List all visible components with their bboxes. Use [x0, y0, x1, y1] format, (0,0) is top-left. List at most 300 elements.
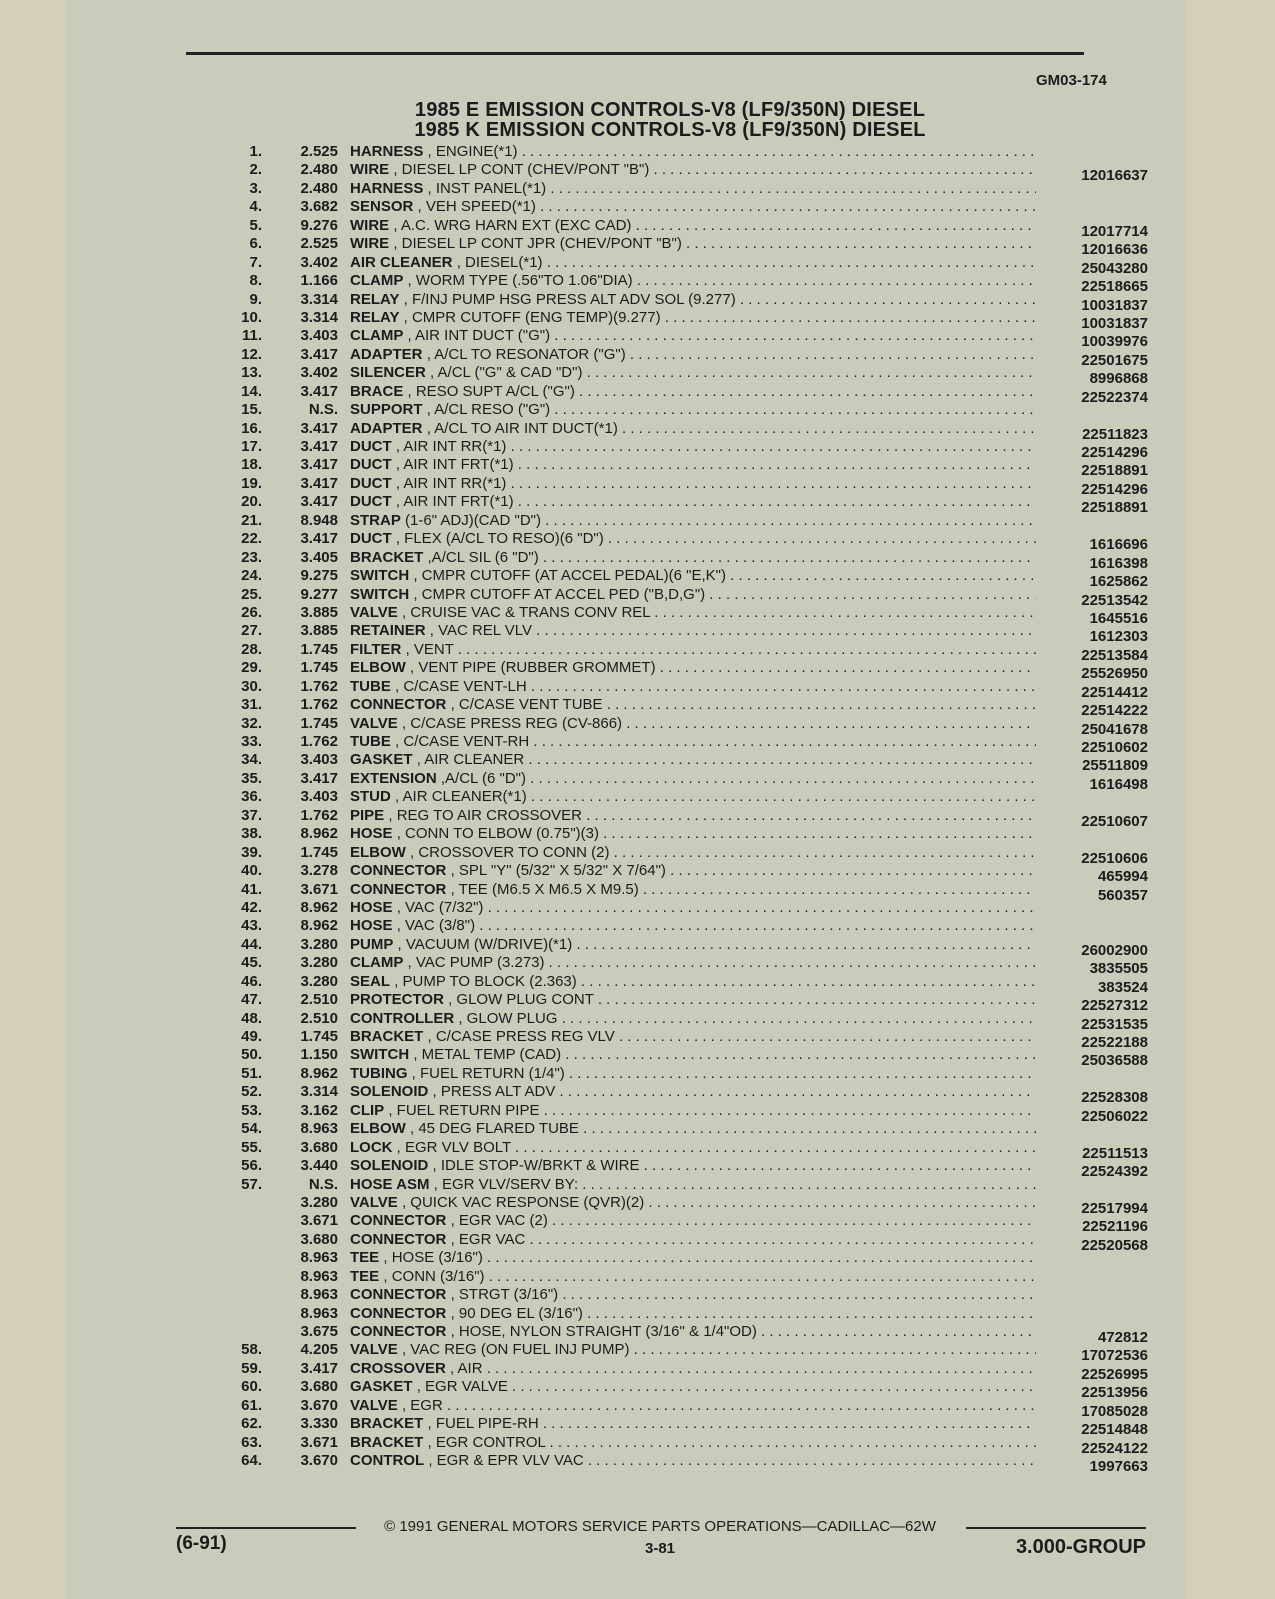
part-number: 22531535 — [1081, 1015, 1148, 1033]
part-number: 12017714 — [1081, 222, 1148, 240]
item-number: 39. — [241, 843, 262, 861]
item-number: 19. — [241, 474, 262, 492]
item-name: HOSE — [350, 898, 393, 916]
group-number: 2.525 — [300, 235, 338, 253]
group-number: 3.280 — [300, 954, 338, 972]
list-item — [200, 216, 1160, 240]
group-number: 1.166 — [300, 272, 338, 290]
item-name: RELAY — [350, 290, 400, 308]
part-number: 22513542 — [1081, 591, 1148, 609]
part-number: 22518665 — [1081, 278, 1148, 296]
item-detail: , CMPR CUTOFF (AT ACCEL PEDAL)(6 "E,K") — [413, 567, 726, 585]
item-detail: , AIR CLEANER — [416, 751, 525, 769]
list-item — [200, 272, 1160, 296]
item-name: SOLENOID — [350, 1157, 429, 1175]
item-number: 32. — [241, 714, 262, 732]
group-number: 8.963 — [300, 1249, 338, 1267]
item-detail: , EGR & EPR VLV VAC — [428, 1452, 584, 1470]
group-number: 3.417 — [300, 493, 338, 511]
catalog-code: GM03-174 — [1036, 72, 1107, 89]
group-number: 2.480 — [300, 179, 338, 197]
item-number: 7. — [249, 253, 262, 271]
list-item — [200, 733, 1160, 756]
item-detail: , AIR INT DUCT ("G") — [407, 327, 551, 345]
item-name: PIPE — [350, 806, 385, 824]
item-description — [350, 1139, 1036, 1157]
group-number: 3.417 — [300, 456, 338, 474]
item-name: DUCT — [350, 530, 392, 548]
list-item — [200, 751, 1160, 775]
item-detail: , AIR INT FRT(*1) — [395, 493, 514, 511]
group-number: 3.680 — [300, 1230, 338, 1248]
item-detail: , F/INJ PUMP HSG PRESS ALT ADV SOL (9.277) — [403, 290, 736, 308]
list-item — [200, 1341, 1160, 1365]
item-number: 30. — [241, 677, 262, 695]
item-detail: , A.C. WRG HARN EXT (EXC CAD) — [393, 216, 632, 234]
item-detail: , VENT — [405, 640, 454, 658]
item-description — [350, 143, 1036, 161]
part-number: 26002900 — [1081, 941, 1148, 959]
item-detail: , C/CASE VENT TUBE — [450, 696, 603, 714]
copyright-notice: © 1991 GENERAL MOTORS SERVICE PARTS OPERATIONS—CADILLAC—62W — [384, 1518, 936, 1535]
list-item — [200, 382, 1160, 406]
list-item — [200, 253, 1160, 277]
list-item — [200, 180, 1160, 198]
item-name: ELBOW — [350, 659, 406, 677]
item-description — [350, 309, 1036, 327]
item-description — [350, 1176, 1036, 1194]
list-item — [200, 419, 1160, 443]
item-description — [350, 1378, 1036, 1396]
top-rule — [186, 52, 1084, 55]
list-item — [200, 1249, 1160, 1267]
group-number: 3.314 — [300, 290, 338, 308]
item-description — [350, 549, 1036, 567]
group-number: 3.280 — [300, 1193, 338, 1211]
item-description — [350, 1194, 1036, 1212]
item-description — [350, 1212, 1036, 1230]
item-description — [350, 327, 1036, 345]
item-detail: , PRESS ALT ADV — [432, 1083, 556, 1101]
list-item — [200, 548, 1160, 572]
list-item — [200, 1157, 1160, 1181]
part-number: 1616498 — [1089, 775, 1148, 793]
item-number: 13. — [241, 364, 262, 382]
part-number: 1616696 — [1089, 536, 1148, 554]
part-number: 22518891 — [1081, 499, 1148, 517]
item-number: 17. — [241, 438, 262, 455]
item-detail: , EGR — [401, 1396, 443, 1414]
item-description — [350, 881, 1036, 899]
item-description — [350, 807, 1036, 825]
group-number: 8.962 — [300, 917, 338, 935]
item-detail: , EGR VAC — [450, 1230, 526, 1248]
group-number: 3.402 — [300, 253, 338, 271]
item-name: CONNECTOR — [350, 880, 447, 898]
group-number: 3.671 — [300, 880, 338, 898]
list-item — [200, 1359, 1160, 1383]
item-name: BRACE — [350, 382, 404, 400]
item-name: RETAINER — [350, 622, 426, 640]
group-number: 3.417 — [300, 474, 338, 492]
item-detail: , VENT PIPE (RUBBER GROMMET) — [410, 659, 656, 677]
item-name: HOSE — [350, 825, 393, 843]
group-number: 2.480 — [300, 161, 338, 179]
page-number: 3-81 — [644, 1540, 676, 1557]
group-number: 3.403 — [300, 327, 338, 345]
list-item — [200, 1212, 1160, 1236]
part-number: 12016637 — [1081, 167, 1148, 185]
list-item — [200, 143, 1160, 161]
item-name: CONTROL — [350, 1452, 425, 1470]
item-name: VALVE — [350, 1396, 398, 1414]
group-number: 3.670 — [300, 1452, 338, 1470]
item-number: 63. — [241, 1433, 262, 1451]
item-number: 25. — [241, 585, 262, 603]
item-number: 49. — [241, 1028, 262, 1045]
item-number: 29. — [241, 659, 262, 677]
item-name: TUBING — [350, 1064, 408, 1082]
item-description — [350, 899, 1036, 917]
footer-rule-right — [966, 1527, 1146, 1529]
item-name: BRACKET — [350, 1028, 424, 1045]
item-number: 14. — [241, 382, 262, 400]
item-name: TUBE — [350, 733, 391, 750]
group-number: 3.671 — [300, 1212, 338, 1230]
item-description — [350, 715, 1036, 733]
item-description — [350, 936, 1036, 954]
group-number: 3.162 — [300, 1101, 338, 1119]
list-item — [200, 308, 1160, 332]
part-number: 17085028 — [1081, 1402, 1148, 1420]
item-number: 36. — [241, 788, 262, 806]
list-item — [200, 1415, 1160, 1439]
item-detail: , VAC REG (ON FUEL INJ PUMP) — [401, 1341, 630, 1359]
item-name: GASKET — [350, 1378, 413, 1396]
group-number: 8.963 — [300, 1286, 338, 1304]
group-number: 3.885 — [300, 622, 338, 640]
item-number: 53. — [241, 1101, 262, 1119]
item-detail: , FLEX (A/CL TO RESO)(6 "D") — [395, 530, 604, 548]
item-number: 46. — [241, 972, 262, 990]
group-number: 1.745 — [300, 843, 338, 861]
item-number: 54. — [241, 1120, 262, 1138]
item-detail: , VAC (3/8") — [396, 917, 476, 935]
part-number: 22511823 — [1082, 425, 1148, 443]
item-detail: , PUMP TO BLOCK (2.363) — [394, 972, 577, 990]
part-number: 25041678 — [1081, 720, 1148, 738]
item-name: WIRE — [350, 216, 390, 234]
item-name: TEE — [350, 1249, 380, 1267]
part-number: 22518891 — [1081, 462, 1148, 480]
item-number: 28. — [241, 640, 262, 658]
item-number: 56. — [241, 1157, 262, 1175]
item-description — [350, 346, 1036, 364]
item-description — [350, 1120, 1036, 1138]
item-number: 47. — [241, 991, 262, 1009]
list-item — [200, 972, 1160, 996]
list-item — [200, 567, 1160, 591]
item-number: 60. — [241, 1378, 262, 1396]
item-description — [350, 456, 1036, 474]
footer-rule-left — [176, 1527, 356, 1529]
item-number: 31. — [241, 696, 262, 714]
item-number: 64. — [241, 1452, 262, 1470]
item-detail: , CMPR CUTOFF AT ACCEL PED ("B,D,G") — [413, 585, 706, 603]
item-number: 55. — [241, 1138, 262, 1156]
page-title — [320, 100, 1020, 140]
list-item — [200, 1396, 1160, 1420]
item-detail: , A/CL RESO ("G") — [426, 401, 551, 419]
list-item — [200, 235, 1160, 259]
item-description — [350, 1268, 1036, 1286]
part-number: 3835505 — [1089, 960, 1148, 978]
item-description — [350, 364, 1036, 382]
part-number: 25526950 — [1081, 665, 1148, 683]
item-number: 51. — [241, 1064, 262, 1082]
group-number: 3.417 — [300, 530, 338, 548]
item-description — [350, 751, 1036, 769]
item-description — [350, 622, 1036, 640]
item-number: 16. — [241, 419, 262, 437]
item-description — [350, 1452, 1036, 1470]
item-detail: , HOSE (3/16") — [383, 1249, 483, 1267]
list-item — [200, 1286, 1160, 1304]
item-number: 27. — [241, 622, 262, 640]
item-description — [350, 604, 1036, 622]
item-detail: , INST PANEL(*1) — [427, 179, 547, 197]
item-description — [350, 1046, 1036, 1064]
item-description — [350, 696, 1036, 714]
list-item — [200, 1009, 1160, 1033]
group-number: 9.276 — [300, 216, 338, 234]
item-number: 45. — [241, 954, 262, 972]
item-name: CONTROLLER — [350, 1009, 455, 1027]
item-name: EXTENSION — [350, 769, 437, 787]
item-number: 11. — [241, 327, 262, 345]
list-item — [200, 659, 1160, 683]
part-number: 22526995 — [1081, 1365, 1148, 1383]
group-number: 3.278 — [300, 862, 338, 880]
group-label: 3.000-GROUP — [1015, 1536, 1146, 1558]
item-detail: , C/CASE VENT-RH — [395, 733, 530, 750]
part-number: 465994 — [1097, 868, 1148, 886]
list-item — [200, 843, 1160, 867]
part-number: 22521196 — [1082, 1218, 1148, 1236]
part-number: 17072536 — [1081, 1347, 1148, 1365]
item-description — [350, 991, 1036, 1009]
group-number: 3.417 — [300, 769, 338, 787]
group-number: 8.962 — [300, 898, 338, 916]
group-number: 9.275 — [300, 567, 338, 585]
part-number: 22513956 — [1081, 1384, 1148, 1402]
item-name: TUBE — [350, 677, 391, 695]
list-item — [200, 1378, 1160, 1402]
item-name: SWITCH — [350, 567, 410, 585]
part-number: 22501675 — [1081, 351, 1148, 369]
group-number: 1.745 — [300, 659, 338, 677]
item-description — [350, 530, 1036, 548]
list-item — [200, 917, 1160, 935]
item-name: AIR CLEANER — [350, 253, 453, 271]
item-description — [350, 1083, 1036, 1101]
list-item — [200, 1323, 1160, 1346]
list-item — [200, 1083, 1160, 1107]
group-number: 3.314 — [300, 308, 338, 326]
list-item — [200, 512, 1160, 530]
item-number: 18. — [241, 456, 262, 474]
item-name: STUD — [350, 788, 391, 806]
item-name: DUCT — [350, 456, 392, 474]
group-number: 1.762 — [300, 696, 338, 714]
item-detail: , A/CL TO RESONATOR ("G") — [426, 345, 626, 363]
item-description — [350, 272, 1036, 290]
part-number: 22511513 — [1082, 1144, 1148, 1162]
group-number: 3.440 — [300, 1157, 338, 1175]
list-item — [200, 474, 1160, 498]
item-description — [350, 401, 1036, 419]
item-detail: , 90 DEG EL (3/16") — [450, 1304, 583, 1322]
item-number: 4. — [249, 198, 262, 216]
item-description — [350, 493, 1036, 511]
list-item — [200, 1028, 1160, 1051]
group-number: 8.963 — [300, 1120, 338, 1138]
group-number: 3.405 — [300, 548, 338, 566]
item-detail: , EGR VALVE — [416, 1378, 508, 1396]
item-description — [350, 862, 1036, 880]
item-description — [350, 180, 1036, 198]
part-number: 22527312 — [1081, 997, 1148, 1015]
item-description — [350, 161, 1036, 179]
item-detail: , C/CASE PRESS REG VLV — [427, 1028, 615, 1045]
item-description — [350, 1102, 1036, 1120]
group-number: 1.762 — [300, 806, 338, 824]
item-name: BRACKET — [350, 1433, 424, 1451]
group-number: 3.417 — [300, 1359, 338, 1377]
item-name: SENSOR — [350, 198, 414, 216]
item-description — [350, 1028, 1036, 1046]
item-name: ADAPTER — [350, 345, 423, 363]
part-number: 22510602 — [1081, 739, 1148, 756]
group-number: N.S. — [308, 1175, 338, 1193]
item-detail: , VAC PUMP (3.273) — [407, 954, 545, 972]
item-number: 5. — [249, 216, 262, 234]
item-name: CONNECTOR — [350, 696, 447, 714]
part-number: 22514412 — [1081, 683, 1148, 701]
list-item — [200, 806, 1160, 830]
item-number: 9. — [249, 290, 262, 308]
list-item — [200, 1176, 1160, 1194]
item-detail: , 45 DEG FLARED TUBE — [410, 1120, 579, 1138]
list-item — [200, 769, 1160, 793]
list-item — [200, 622, 1160, 646]
item-number: 33. — [241, 733, 262, 750]
part-number: 12016636 — [1081, 241, 1148, 259]
item-name: HOSE — [350, 917, 393, 935]
part-number: 25043280 — [1081, 259, 1148, 277]
list-item — [200, 198, 1160, 216]
item-description — [350, 1397, 1036, 1415]
part-number: 22514848 — [1081, 1421, 1148, 1439]
title-line-2: 1985 K EMISSION CONTROLS-V8 (LF9/350N) DIESEL — [414, 119, 926, 141]
item-detail: , IDLE STOP-W/BRKT & WIRE — [432, 1157, 640, 1175]
item-number: 38. — [241, 825, 262, 843]
item-description — [350, 1415, 1036, 1433]
group-number: 1.762 — [300, 733, 338, 750]
item-name: DUCT — [350, 493, 392, 511]
part-number: 1645516 — [1089, 609, 1148, 627]
part-number: 1997663 — [1089, 1458, 1148, 1476]
item-name: LOCK — [350, 1138, 393, 1156]
group-number: 3.680 — [300, 1378, 338, 1396]
item-name: DUCT — [350, 474, 392, 492]
item-number: 48. — [241, 1009, 262, 1027]
item-detail: , DIESEL(*1) — [456, 253, 543, 271]
item-number: 22. — [241, 530, 262, 548]
part-number: 22514296 — [1081, 480, 1148, 498]
part-number: 560357 — [1097, 886, 1148, 904]
item-number: 41. — [241, 880, 262, 898]
item-name: BRACKET — [350, 548, 424, 566]
item-number: 21. — [241, 511, 262, 529]
group-number: 3.671 — [300, 1433, 338, 1451]
part-number: 22506022 — [1081, 1107, 1148, 1125]
list-item — [200, 825, 1160, 843]
list-item — [200, 640, 1160, 664]
item-number: 42. — [241, 898, 262, 916]
item-number: 3. — [249, 179, 262, 197]
list-item — [200, 327, 1160, 351]
part-number: 1616398 — [1089, 554, 1148, 572]
item-description — [350, 1360, 1036, 1378]
item-name: CLAMP — [350, 954, 404, 972]
item-detail: , GLOW PLUG CONT — [448, 991, 594, 1009]
list-item — [200, 1120, 1160, 1138]
item-name: CONNECTOR — [350, 1304, 447, 1322]
item-detail: , CROSSOVER TO CONN (2) — [410, 843, 610, 861]
group-number: 1.762 — [300, 677, 338, 695]
title-line-1: 1985 E EMISSION CONTROLS-V8 (LF9/350N) DIESEL — [414, 99, 926, 121]
group-number: 3.403 — [300, 751, 338, 769]
item-number: 57. — [241, 1175, 262, 1193]
part-number: 22528308 — [1081, 1089, 1148, 1107]
item-description — [350, 825, 1036, 843]
group-number: 3.675 — [300, 1323, 338, 1340]
item-name: RELAY — [350, 308, 400, 326]
item-name: ADAPTER — [350, 419, 423, 437]
list-item — [200, 1101, 1160, 1125]
item-name: CLAMP — [350, 327, 404, 345]
item-name: WIRE — [350, 235, 390, 253]
item-detail: , METAL TEMP (CAD) — [413, 1046, 562, 1064]
item-detail: , AIR CLEANER(*1) — [395, 788, 527, 806]
item-detail: , AIR INT RR(*1) — [395, 474, 507, 492]
part-number: 25511809 — [1082, 757, 1148, 775]
list-item — [200, 1433, 1160, 1457]
list-item — [200, 401, 1160, 419]
item-description — [350, 1341, 1036, 1359]
list-item — [200, 862, 1160, 886]
item-number: 6. — [249, 235, 262, 253]
item-description — [350, 917, 1036, 935]
item-description — [350, 1065, 1036, 1083]
item-detail: , AIR — [450, 1359, 483, 1377]
item-number: 10. — [241, 308, 262, 326]
item-detail: , HOSE, NYLON STRAIGHT (3/16" & 1/4"OD) — [450, 1323, 757, 1340]
item-detail: , VAC REL VLV — [429, 622, 532, 640]
item-name: SEAL — [350, 972, 391, 990]
part-number: 22524392 — [1081, 1163, 1148, 1181]
